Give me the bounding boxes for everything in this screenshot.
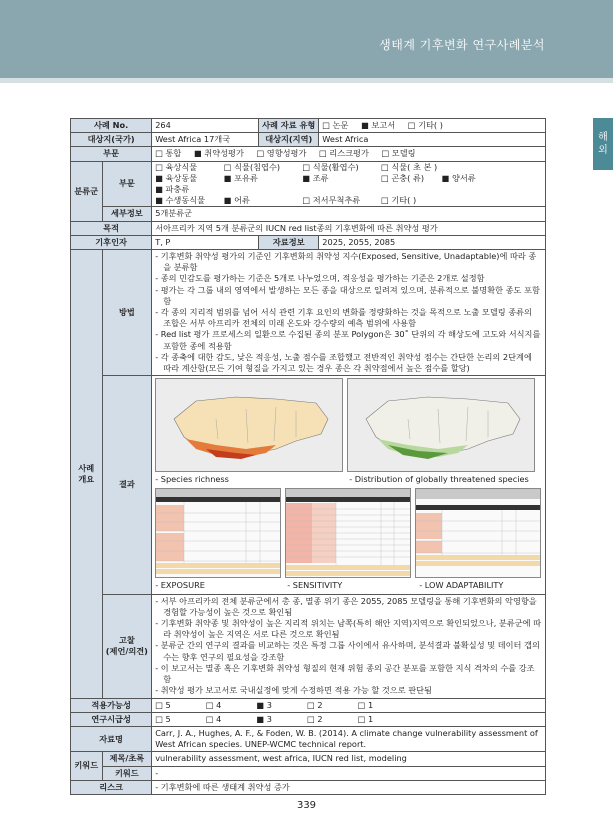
discussion-item: - 기후변화 취약종 및 취약성이 높은 지리적 위치는 남쪽(특히 해안 지역)지역으로 확인되었으나, 분류군에 따라 취약성이 높은 지역은 서로 다른 것으로 확인됨 bbox=[155, 618, 542, 640]
author: T, P bbox=[152, 235, 259, 249]
class-group-label: 분류군 bbox=[71, 161, 103, 221]
purpose-label: 목적 bbox=[71, 221, 152, 235]
material-type-label: 사례 자료 유형 bbox=[259, 119, 319, 133]
section-options bbox=[152, 147, 546, 161]
discussion-label-1: 고찰 bbox=[118, 634, 135, 645]
overview-label bbox=[71, 250, 103, 698]
class-option: □ 식물(활엽수) bbox=[302, 161, 359, 172]
adaptability-table-graphic bbox=[416, 489, 540, 577]
urgency-option: □ 1 bbox=[357, 713, 374, 724]
applicability-label: 적용가능성 bbox=[71, 698, 152, 712]
class-option: ■ 포유류 bbox=[223, 172, 258, 183]
class-options bbox=[152, 161, 546, 207]
side-tab-bottom: 외 bbox=[598, 145, 608, 156]
case-no-label: 사례 No. bbox=[71, 119, 152, 133]
target-country-label: 대상지(국가) bbox=[71, 133, 152, 147]
case-table bbox=[70, 118, 546, 795]
sensitivity-table-graphic bbox=[286, 489, 410, 577]
discussion-item: - 이 보고서는 멸종 혹은 기후변화 취약성 형질의 현재 위험 종의 공간 분포를 포함한 지식 격차의 수를 강조함 bbox=[155, 662, 535, 685]
method-item: - 각 종축에 대한 감도, 낮은 적응성, 노출 점수를 조합했고 전반적인 취약성 점수는 간단한 논리의 2단계에 따라 계산함(모든 기여 형질을 가지고 있는 경우 종은 각 취약점에서 높은 점수를 할당) bbox=[155, 351, 532, 374]
overview-label-2: 개요 bbox=[78, 473, 95, 484]
method-item: - Red list 평가 프로세스의 일환으로 수집된 종의 분포 Polygon은 30˚ 단위의 각 해상도에 고도와 서식지를 포함한 종에 적용함 bbox=[155, 329, 541, 351]
class-option: □ 식물(침엽수) bbox=[223, 161, 281, 172]
keyword-label: 키워드 bbox=[71, 752, 103, 780]
class-option: ■ 양서류 bbox=[441, 172, 476, 183]
section-option: □ 모델링 bbox=[381, 148, 416, 159]
class-line bbox=[155, 195, 542, 206]
map-row bbox=[155, 378, 542, 472]
discussion-item: - 서부 아프리카의 전체 분류군에서 총 종, 멸종 위기 종은 2055, 2085 모델링을 통해 기후변화의 악영향을 경험할 가능성이 높은 것으로 확인됨 bbox=[155, 595, 537, 617]
table-figures bbox=[155, 488, 542, 578]
table-caption-exposure: - EXPOSURE bbox=[155, 580, 205, 591]
class-option: □ 육상식물 bbox=[155, 161, 198, 172]
urgency-option: □ 2 bbox=[307, 713, 323, 724]
applicability-option: ■ 3 bbox=[256, 699, 272, 710]
method-item: - 평가는 각 그룹 내의 영역에서 발생하는 모든 종을 대상으로 일려져 있으며, 분류적으로 불명확한 종도 포함함 bbox=[155, 284, 540, 306]
urgency-option: ■ 3 bbox=[256, 713, 272, 724]
applicability-option: □ 4 bbox=[205, 699, 222, 710]
detail: 5개분류군 bbox=[152, 207, 546, 221]
urgency bbox=[152, 712, 546, 726]
method-item: - 각 종의 지리적 범위를 넘어 서식 관련 기후 요인의 변화를 정량화하는 것을 목적으로 노출 모델링 종류의 조합은 서부 아프리카 전체의 미래 온도와 강수량의 예측 범위에 사용함 bbox=[155, 307, 532, 329]
class-sub-label: 부문 bbox=[102, 161, 152, 207]
exposure-table-figure bbox=[155, 488, 281, 578]
class-option: ■ 어류 bbox=[223, 195, 250, 206]
applicability bbox=[152, 698, 546, 712]
table-caption-sensitivity: - SENSITIVITY bbox=[287, 580, 343, 591]
applicability-option: □ 2 bbox=[307, 699, 323, 710]
page-number: 339 bbox=[296, 800, 317, 811]
header-title: 생태계 기후변화 연구사례분석 bbox=[379, 38, 545, 52]
urgency-option: □ 4 bbox=[205, 713, 222, 724]
reference-label: 자료명 bbox=[71, 726, 152, 751]
material-type-option: □ 기타( ) bbox=[407, 120, 443, 130]
applicability-option: □ 5 bbox=[155, 699, 171, 710]
material-type-option: ■ 보고서 bbox=[361, 120, 396, 130]
discussion-item: - 취약성 평가 보고서로 국내실정에 맞게 수정하면 적용 가능 할 것으로 판단됨 bbox=[155, 685, 432, 696]
section-option: □ 통합 bbox=[155, 148, 182, 159]
risk: - 기후변화에 따른 생태계 취약성 증가 bbox=[152, 780, 546, 794]
section-option: □ 영향성평가 bbox=[256, 148, 307, 159]
keyword-kw: - bbox=[152, 766, 546, 780]
material-type-option: □ 논문 bbox=[322, 120, 349, 130]
discussion bbox=[152, 594, 546, 698]
class-option: □ 곤충( 류) bbox=[381, 172, 425, 183]
urgency-option: □ 5 bbox=[155, 713, 171, 724]
class-option: □ 기타( ) bbox=[381, 195, 417, 206]
threatened-species-map-graphic bbox=[348, 379, 534, 471]
table-caption-adaptability: - LOW ADAPTABILITY bbox=[419, 580, 504, 591]
method-item: - 종의 민감도를 평가하는 기준은 5개로 나누었으며, 적응성을 평가하는 기준은 2개로 설정함 bbox=[155, 273, 485, 284]
species-richness-map bbox=[155, 378, 343, 472]
result bbox=[152, 376, 546, 594]
discussion-item: - 분류군 간의 연구의 결과를 비교하는 것은 특정 그룹 사이에서 유사하며, 분석결과 불확실성 및 데이터 갭의 수는 향후 연구의 필요성을 강조함 bbox=[155, 640, 540, 662]
threatened-species-map bbox=[347, 378, 535, 472]
side-tab-top: 해 bbox=[598, 132, 608, 143]
table-captions bbox=[155, 580, 542, 591]
exposure-table-graphic bbox=[156, 489, 280, 577]
map-caption-left: - Species richness bbox=[155, 474, 229, 485]
urgency-label: 연구시급성 bbox=[71, 712, 152, 726]
keyword-title: vulnerability assessment, west africa, IUCN red list, modeling bbox=[152, 752, 546, 766]
data-period: 2025, 2055, 2085 bbox=[319, 235, 546, 249]
discussion-label-2: (제언/의견) bbox=[105, 646, 148, 657]
target-country: West Africa 17개국 bbox=[152, 133, 259, 147]
class-option: ■ 파충류 bbox=[155, 184, 190, 195]
map-caption-right: - Distribution of globally threatened species bbox=[349, 474, 529, 485]
purpose: 서아프리카 지역 5개 분류군의 IUCN red list종의 기후변화에 따른 취약성 평가 bbox=[152, 221, 546, 235]
class-option: □ 저서무척추류 bbox=[302, 195, 361, 206]
target-region: West Africa bbox=[319, 133, 546, 147]
side-tab bbox=[593, 118, 613, 170]
applicability-option: □ 1 bbox=[357, 699, 374, 710]
sensitivity-table-figure bbox=[285, 488, 411, 578]
overview-label-1: 사례 bbox=[78, 462, 95, 473]
discussion-label bbox=[102, 594, 152, 698]
class-option: ■ 수생동식물 bbox=[155, 195, 206, 206]
section-option: ■ 취약성평가 bbox=[193, 148, 244, 159]
result-label: 결과 bbox=[102, 376, 152, 594]
risk-label: 리스크 bbox=[71, 780, 152, 794]
section-label: 부문 bbox=[71, 147, 152, 161]
keyword-kw-label: 키워드 bbox=[102, 766, 152, 780]
author-label: 기후인자 bbox=[71, 235, 152, 249]
class-line bbox=[155, 173, 542, 195]
keyword-title-label: 제목/초록 bbox=[102, 752, 152, 766]
section-option: □ 리스크평가 bbox=[318, 148, 369, 159]
target-region-label: 대상지(지역) bbox=[259, 133, 319, 147]
class-option: ■ 조류 bbox=[302, 172, 329, 183]
reference: Carr, J. A., Hughes, A. F., & Foden, W. B. (2014). A climate change vulnerability assessment of West African species. UNEP-WCMC technical report. bbox=[152, 726, 546, 751]
species-richness-map-graphic bbox=[156, 379, 342, 471]
page-header bbox=[0, 0, 613, 78]
data-period-label: 자료정보 bbox=[259, 235, 319, 249]
detail-label: 세부정보 bbox=[102, 207, 152, 221]
case-no: 264 bbox=[152, 119, 259, 133]
method-item: - 기후변화 취약성 평가의 기준인 기후변화의 취약성 지수(Exposed, Sensitive, Unadaptable)에 따라 종을 분류함 bbox=[155, 251, 537, 273]
method-label: 방법 bbox=[102, 250, 152, 376]
adaptability-table-figure bbox=[415, 488, 541, 578]
header-stripe bbox=[0, 78, 613, 83]
method bbox=[152, 250, 546, 376]
class-option: □ 식물( 초 본 ) bbox=[381, 161, 438, 172]
class-option: ■ 육상동물 bbox=[155, 172, 198, 183]
map-captions bbox=[155, 474, 542, 485]
class-line bbox=[155, 162, 542, 173]
material-types bbox=[319, 119, 546, 133]
